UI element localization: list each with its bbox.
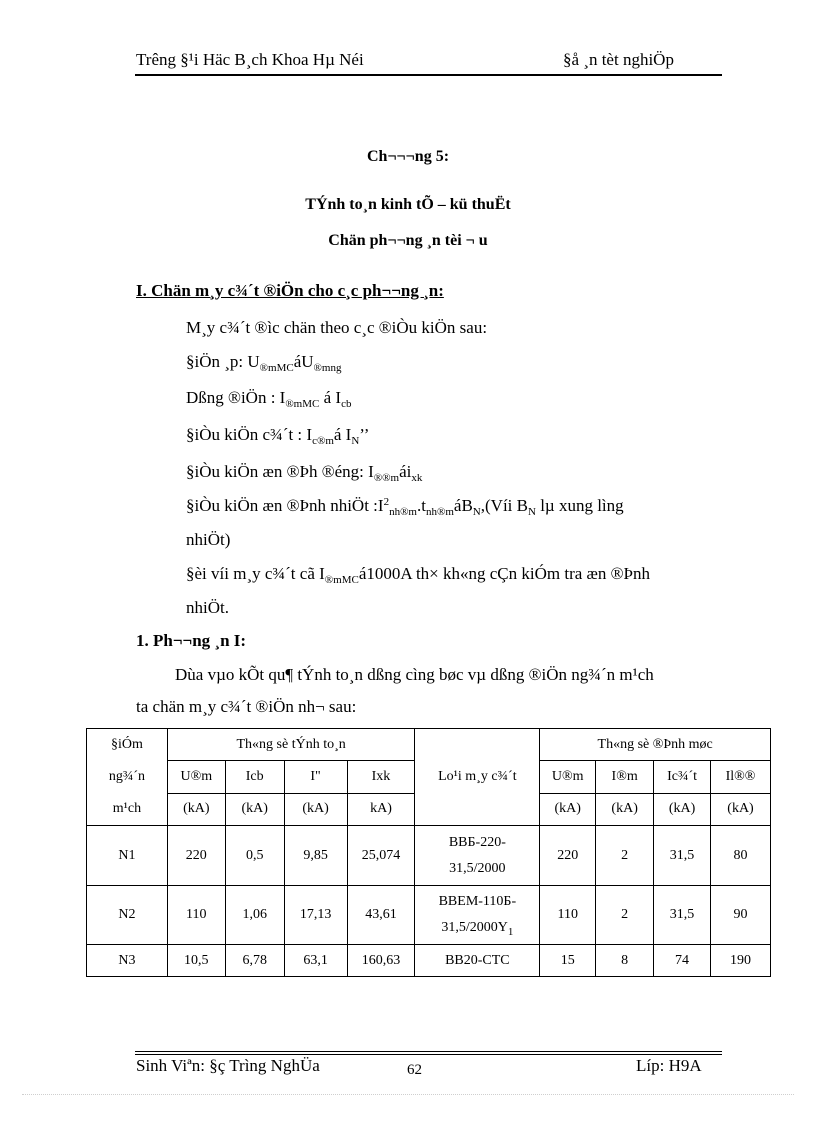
page-border-line	[22, 1094, 794, 1095]
unit-cell: (kA)	[711, 793, 771, 825]
header-calculated-params: Th«ng sè tÝnh to¸n	[167, 729, 415, 761]
cell-u-rated: 110	[540, 886, 596, 945]
header-icb: Icb	[225, 761, 284, 793]
table-row	[87, 826, 771, 886]
conditions-intro: M¸y c¾´t ®ìc chän theo c¸c ®iÒu kiÖn sau:	[186, 318, 488, 337]
condition-current: Dßng ®iÖn : $I_{®mMC}$ á $I_{cb}$	[186, 388, 352, 410]
header-u-calc: U®m	[167, 761, 225, 793]
cell-il-rated: 80	[711, 826, 771, 886]
cell-u: 110	[167, 886, 225, 945]
cell-type: BВЕМ-110Б- $31,5/2000Y_1$	[415, 886, 540, 945]
page-number: 62	[407, 1062, 422, 1078]
cell-point: N1	[87, 826, 168, 886]
header-ixk: Ixk	[347, 761, 415, 793]
cell-i2: 9,85	[284, 826, 347, 886]
unit-cell: (kA)	[225, 793, 284, 825]
cell-point: N2	[87, 886, 168, 945]
cell-type: BB20-CTC	[415, 945, 540, 977]
unit-cell: (kA)	[284, 793, 347, 825]
section-heading: I. Chän m¸y c¾´t ®iÖn cho c¸c ph¬¬ng ¸n:	[136, 281, 444, 300]
footer-rule-bottom	[135, 1054, 722, 1055]
cell-u: 10,5	[167, 945, 225, 977]
cell-i-rated: 2	[596, 826, 654, 886]
table-header-row	[87, 729, 771, 761]
footer-class: Líp: H9A	[636, 1056, 702, 1075]
unit-cell: (kA)	[596, 793, 654, 825]
cell-icb: 0,5	[225, 826, 284, 886]
cell-type: BВБ-220- 31,5/2000	[415, 826, 540, 886]
header-i2: I"	[284, 761, 347, 793]
subsection-heading: 1. Ph¬¬ng ¸n I:	[136, 631, 247, 650]
cell-point: N3	[87, 945, 168, 977]
chapter-number: Ch¬¬¬ng 5:	[366, 148, 450, 165]
subsection-para-line2: ta chän m¸y c¾´t ®iÖn nh¬ sau:	[136, 697, 357, 716]
header-u-rated: U®m	[540, 761, 596, 793]
unit-cell: (kA)	[167, 793, 225, 825]
condition-thermal-stability: §iÒu kiÖn æn ®Þnh nhiÖt $:I^2_{nh®m}.t_{nh®m}áB_N,(Víi$ $B_N$ lµ xung lìng	[186, 496, 624, 518]
cell-ic-rated: 31,5	[654, 886, 711, 945]
subsection-para-line1: Dùa vµo kÕt qu¶ tÝnh to¸n dßng cìng bøc vµ dßng ®iÖn ng¾´n m¹ch	[175, 665, 654, 684]
cell-il-rated: 190	[711, 945, 771, 977]
cell-u: 220	[167, 826, 225, 886]
cell-ixk: 25,074	[347, 826, 415, 886]
unit-cell: kA)	[347, 793, 415, 825]
condition-exception: §èi víi m¸y c¾´t cã $I_{®mMC}á1000A$ th× kh«ng cÇn kiÓm tra æn ®Þnh	[186, 564, 651, 586]
header-ic-rated: Ic¾´t	[654, 761, 711, 793]
cell-icb: 6,78	[225, 945, 284, 977]
footer-rule-top	[135, 1051, 722, 1052]
condition-exception-line2: nhiÖt.	[186, 598, 229, 617]
header-breaker-type: Lo¹i m¸y c¾´t	[415, 729, 540, 826]
cell-i2: 63,1	[284, 945, 347, 977]
breaker-selection-table	[86, 728, 771, 977]
header-point: §iÓm ng¾´n m¹ch	[87, 729, 168, 826]
cell-u-rated: 15	[540, 945, 596, 977]
header-rated-params: Th«ng sè ®Þnh møc	[540, 729, 771, 761]
unit-cell: (kA)	[654, 793, 711, 825]
table-row	[87, 886, 771, 945]
condition-dynamic-stability: §iÒu kiÖn æn ®Þh ®éng: $I_{®®m}ái_{xk}$	[186, 462, 423, 484]
unit-cell: (kA)	[540, 793, 596, 825]
cell-i2: 17,13	[284, 886, 347, 945]
condition-voltage: §iÖn ¸p: $U_{®mMC}áU_{®mng}$	[186, 352, 342, 374]
condition-breaking: §iÒu kiÖn c¾´t : $I_{c®m}á$ $I_N$’’	[186, 425, 370, 447]
cell-i-rated: 8	[596, 945, 654, 977]
cell-icb: 1,06	[225, 886, 284, 945]
condition-thermal-line2: nhiÖt)	[186, 530, 231, 549]
cell-ixk: 43,61	[347, 886, 415, 945]
footer-author: Sinh Viªn: §ç Trìng NghÜa	[136, 1056, 320, 1075]
header-left: Trêng §¹i Häc B¸ch Khoa Hµ Néi	[136, 50, 364, 69]
header-il-rated: Il®®	[711, 761, 771, 793]
header-rule	[135, 74, 722, 76]
cell-ic-rated: 74	[654, 945, 711, 977]
cell-u-rated: 220	[540, 826, 596, 886]
cell-ixk: 160,63	[347, 945, 415, 977]
table-row	[87, 945, 771, 977]
cell-i-rated: 2	[596, 886, 654, 945]
cell-ic-rated: 31,5	[654, 826, 711, 886]
cell-il-rated: 90	[711, 886, 771, 945]
chapter-title: TÝnh to¸n kinh tÕ – kü thuËt	[305, 196, 511, 213]
chapter-subtitle: Chän ph¬¬ng ¸n tèi ¬ u	[328, 232, 488, 249]
header-right: §å ¸n tèt nghiÖp	[563, 50, 674, 69]
header-i-rated: I®m	[596, 761, 654, 793]
